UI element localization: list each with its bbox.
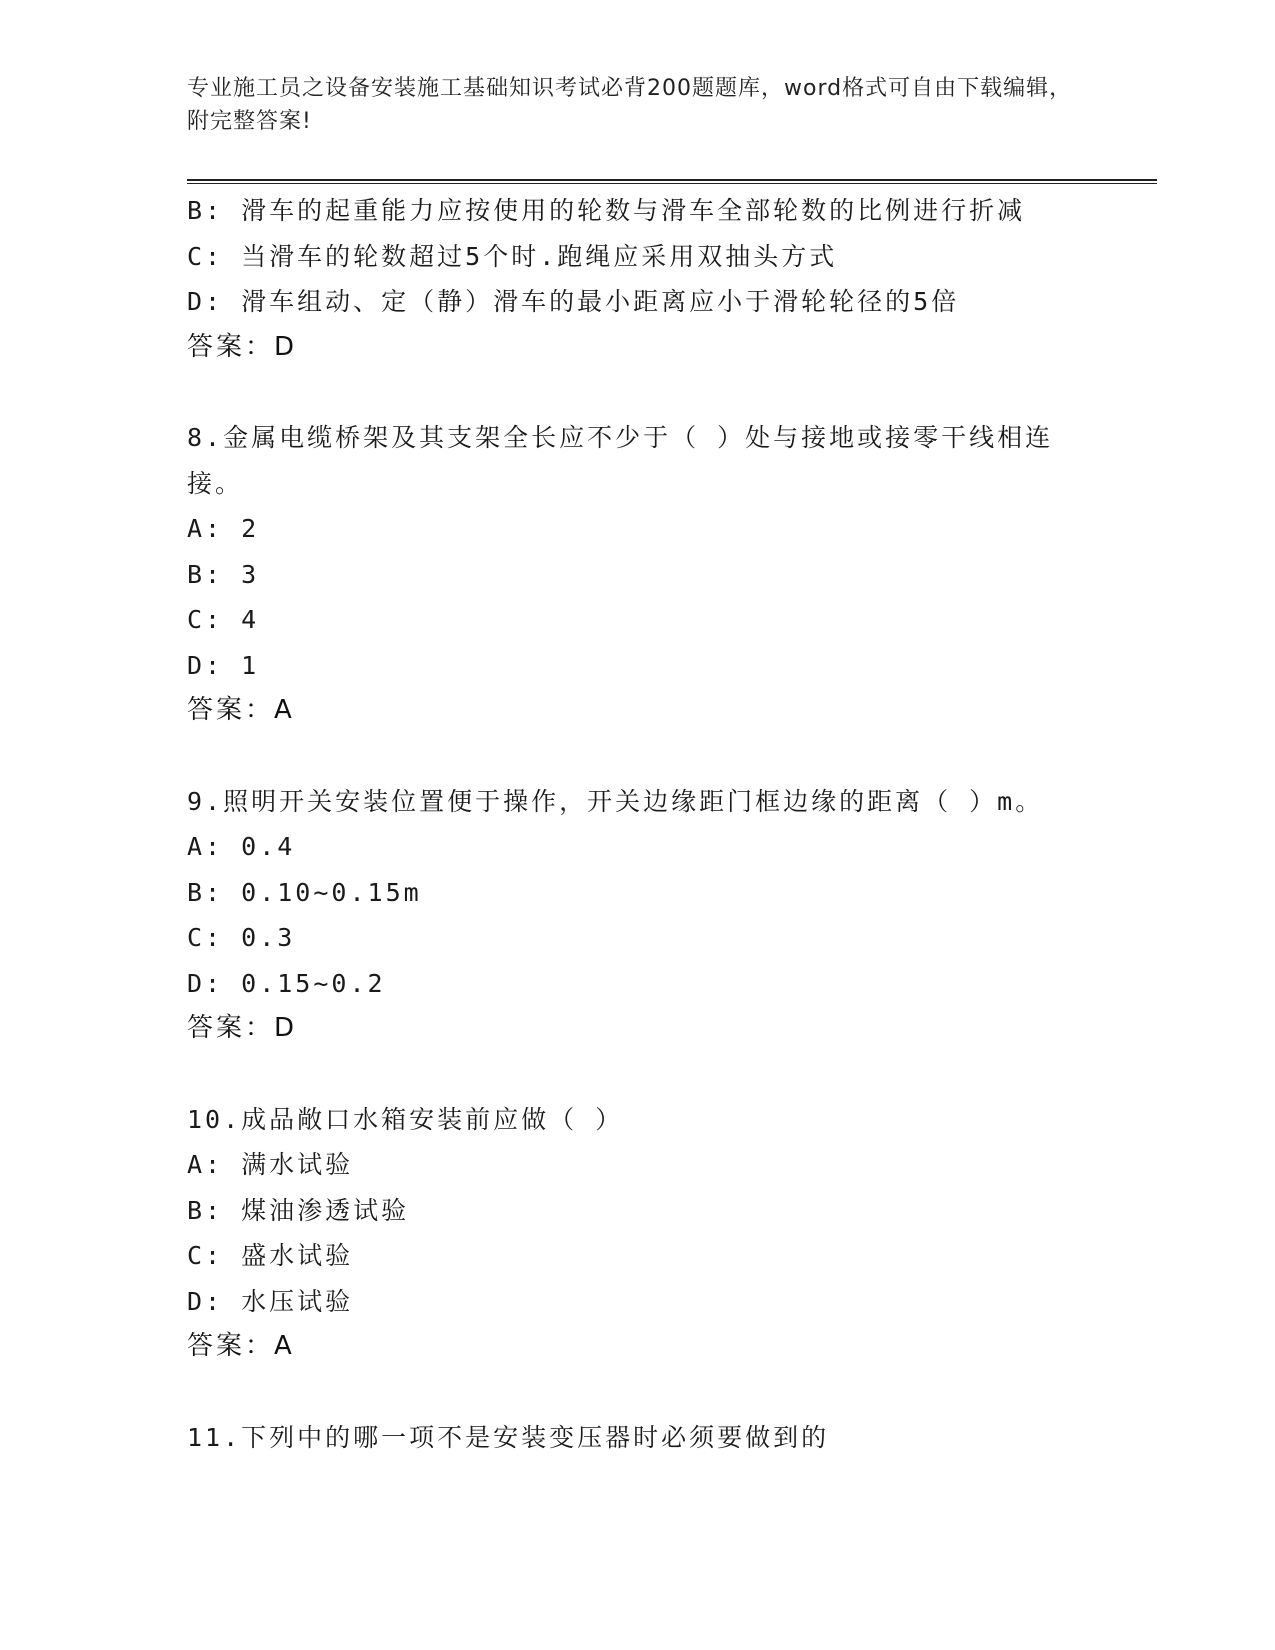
header-rule-thick <box>187 179 1157 181</box>
option-c: C: 0.3 <box>187 923 296 952</box>
option-c: C: 4 <box>187 605 260 634</box>
answer-label: 答案：D <box>187 331 298 362</box>
option-b: B: 0.10~0.15m <box>187 877 422 907</box>
option-b: B: 3 <box>187 559 260 589</box>
option-c: C: 盛水试验 <box>187 1241 354 1270</box>
question-11 <box>187 1415 1087 1461</box>
answer-label: 答案：D <box>187 1013 298 1043</box>
question-text: 10.成品敞口水箱安装前应做（ ） <box>187 1104 624 1134</box>
document-header: 专业施工员之设备安装施工基础知识考试必背200题题库，word格式可自由下载编辑，附完整答案! <box>187 76 1073 134</box>
question-text: 8.金属电缆桥架及其支架全长应不少于（ ）处与接地或接零干线相连 <box>187 423 1054 452</box>
header-rule-thin <box>187 183 1157 184</box>
option-d: D: 水压试验 <box>187 1286 354 1316</box>
option-d: D: 1 <box>187 650 260 680</box>
option-a: A: 满水试验 <box>187 1150 354 1179</box>
option-b: B: 滑车的起重能力应按使用的轮数与滑车全部轮数的比例进行折减 <box>187 196 1026 225</box>
answer-label: 答案：A <box>187 1331 295 1361</box>
option-d: D: 0.15~0.2 <box>187 968 386 998</box>
option-c: C: 当滑车的轮数超过5个时.跑绳应采用双抽头方式 <box>187 241 838 271</box>
option-b: B: 煤油渗透试验 <box>187 1195 410 1225</box>
option-a: A: 2 <box>187 514 260 543</box>
option-a: A: 0.4 <box>187 832 296 861</box>
option-d: D: 滑车组动、定（静）滑车的最小距离应小于滑轮轮径的5倍 <box>187 287 960 316</box>
question-8 <box>187 415 1087 734</box>
question-7-tail <box>187 188 1087 370</box>
answer-label: 答案：A <box>187 695 295 725</box>
question-text: 9.照明开关安装位置便于操作，开关边缘距门框边缘的距离（ ）m。 <box>187 786 1044 816</box>
question-text: 11.下列中的哪一项不是安装变压器时必须要做到的 <box>187 1422 830 1452</box>
question-content <box>187 188 1087 1460</box>
question-text-continued: 接。 <box>187 468 244 498</box>
question-10 <box>187 1097 1087 1370</box>
question-9 <box>187 779 1087 1052</box>
